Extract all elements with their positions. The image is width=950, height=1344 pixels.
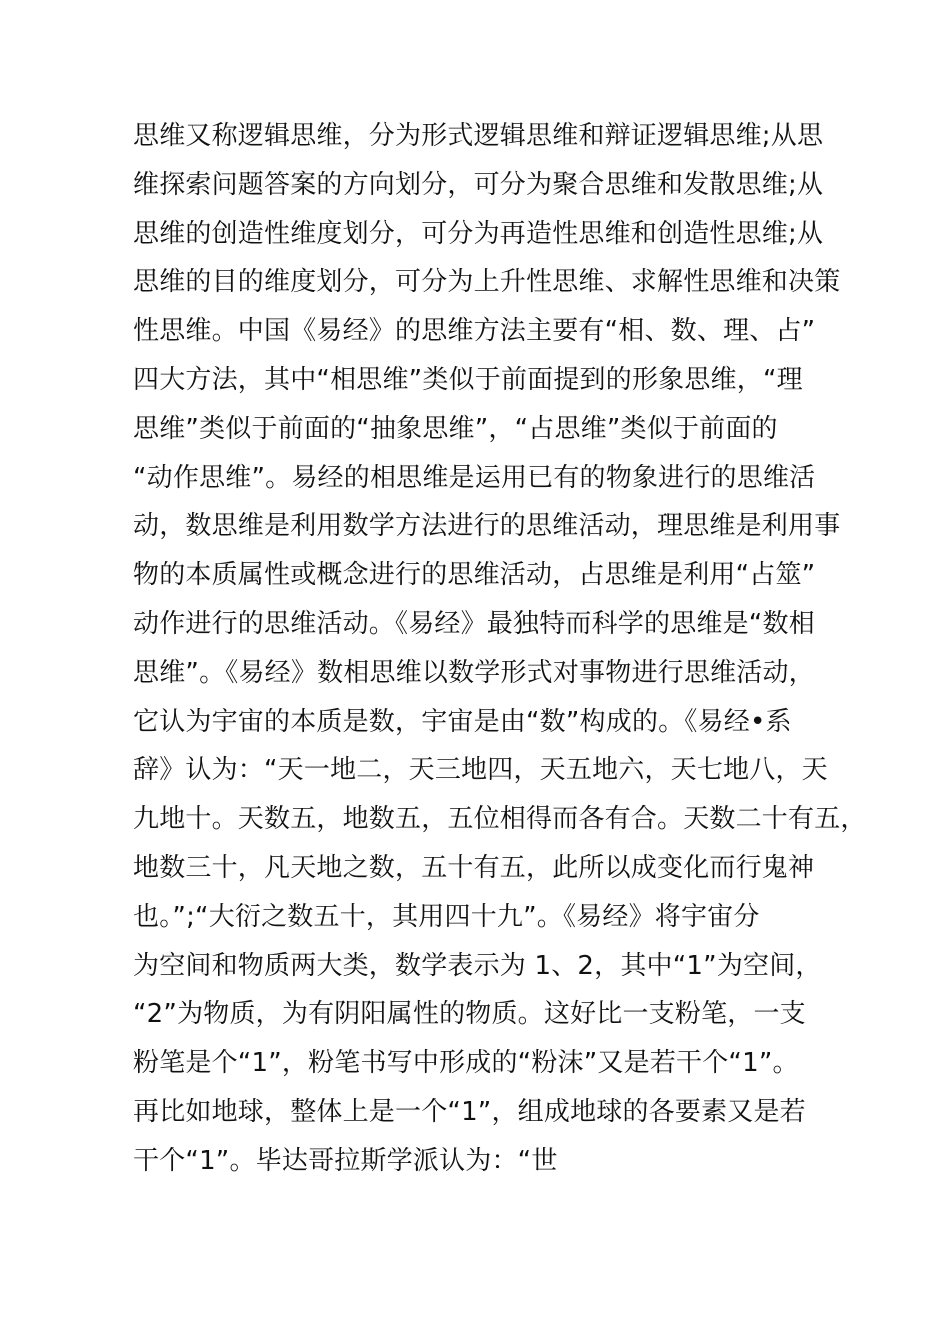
text-line: 四大方法，其中“相思维”类似于前面提到的形象思维，“理 [133, 364, 803, 395]
text-line: 辞》认为：“天一地二，天三地四，天五地六，天七地八，天 [133, 755, 828, 786]
body-paragraph [133, 112, 867, 1186]
text-line: 物的本质属性或概念进行的思维活动，占思维是利用“占筮” [133, 560, 816, 591]
text-line: 再比如地球，整体上是一个“1”，组成地球的各要素又是若 [133, 1096, 806, 1127]
text-line: 维探索问题答案的方向划分，可分为聚合思维和发散思维;从 [133, 169, 824, 200]
text-line: 它认为宇宙的本质是数，宇宙是由“数”构成的。《易经•系 [133, 706, 792, 737]
text-line: 粉笔是个“1”，粉笔书写中形成的“粉沫”又是若干个“1”。 [133, 1048, 799, 1079]
text-line: 动，数思维是利用数学方法进行的思维活动，理思维是利用事 [133, 511, 841, 542]
text-line: 九地十。天数五，地数五，五位相得而各有合。天数二十有五， [133, 804, 867, 835]
text-line: 思维又称逻辑思维，分为形式逻辑思维和辩证逻辑思维;从思 [133, 121, 824, 151]
text-line: 为空间和物质两大类，数学表示为 1、2，其中“1”为空间， [133, 950, 822, 981]
text-line: 思维的目的维度划分，可分为上升性思维、求解性思维和决策 [133, 267, 841, 298]
text-line: 性思维。中国《易经》的思维方法主要有“相、数、理、占” [133, 316, 816, 347]
text-line: 干个“1”。毕达哥拉斯学派认为：“世 [133, 1145, 558, 1176]
text-line: 思维”类似于前面的“抽象思维”，“占思维”类似于前面的 [133, 413, 778, 444]
text-line: 动作进行的思维活动。《易经》最独特而科学的思维是“数相 [133, 608, 815, 639]
text-line: 思维”。《易经》数相思维以数学形式对事物进行思维活动， [133, 657, 815, 688]
text-line: “动作思维”。易经的相思维是运用已有的物象进行的思维活 [133, 462, 816, 493]
text-line: 地数三十，凡天地之数，五十有五，此所以成变化而行鬼神 [133, 852, 815, 883]
text-line: 也。”;“大衍之数五十，其用四十九”。《易经》将宇宙分 [133, 901, 760, 932]
text-line: 思维的创造性维度划分，可分为再造性思维和创造性思维;从 [133, 218, 824, 249]
text-line: “2”为物质，为有阴阳属性的物质。这好比一支粉笔，一支 [133, 999, 806, 1030]
